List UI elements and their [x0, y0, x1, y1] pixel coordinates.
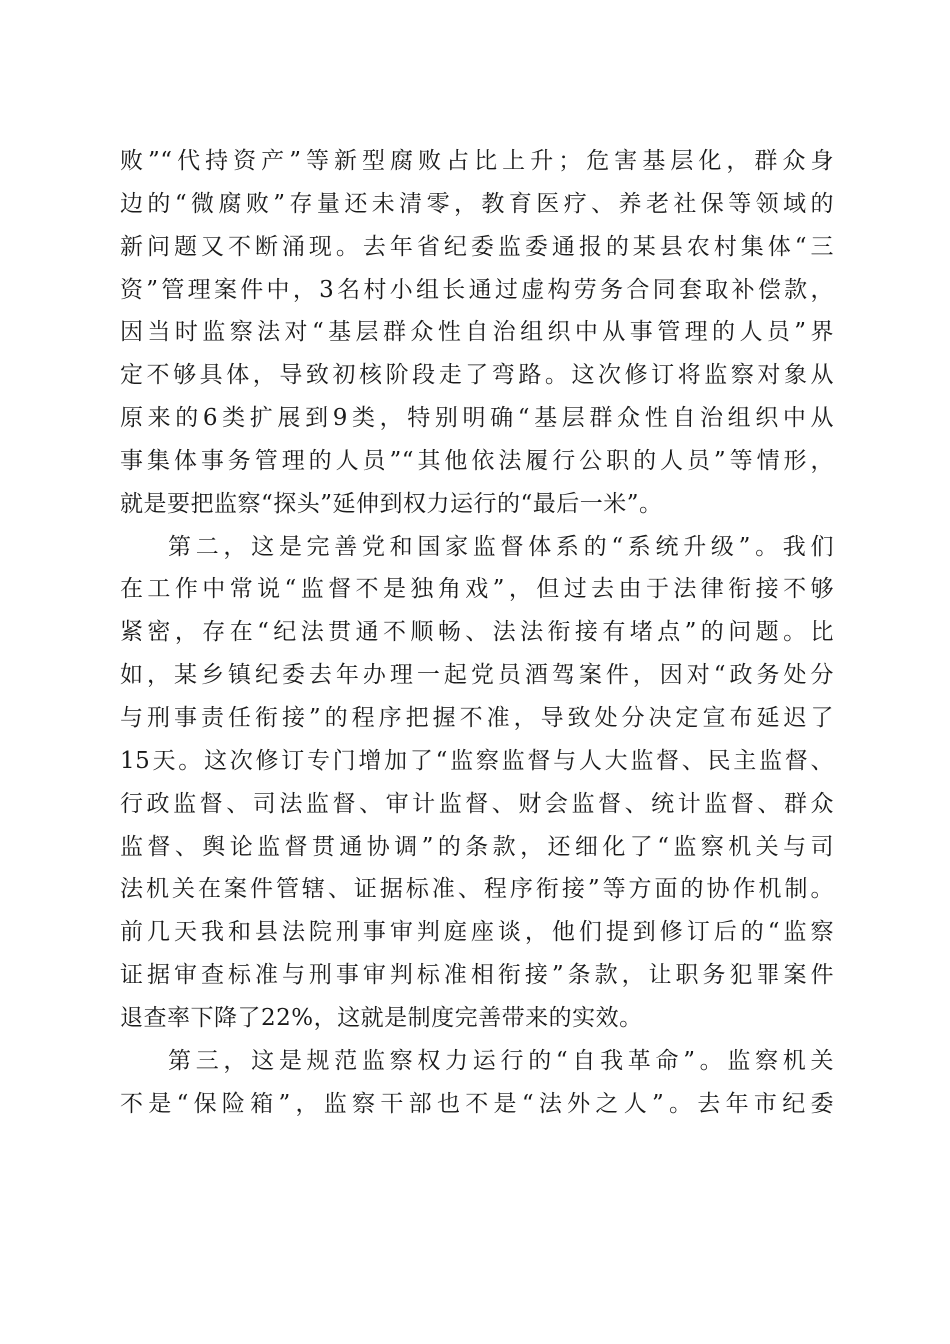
text-line: 定不够具体，导致初核阶段走了弯路。这次修订将监察对象从 [120, 362, 834, 389]
text-line: 如，某乡镇纪委去年办理一起党员酒驾案件，因对“政务处分 [120, 662, 834, 689]
text-line: 法机关在案件管辖、证据标准、程序衔接”等方面的协作机制。 [120, 876, 834, 903]
text-line: 边的“微腐败”存量还未清零，教育医疗、养老社保等领域的 [120, 190, 834, 217]
text-line: 与刑事责任衔接”的程序把握不准，导致处分决定宣布延迟了 [120, 704, 834, 731]
text-line: 在工作中常说“监督不是独角戏”，但过去由于法律衔接不够 [120, 576, 834, 603]
text-line: 就是要把监察“探头”延伸到权力运行的“最后一米”。 [120, 490, 663, 517]
text-line: 事集体事务管理的人员”“其他依法履行公职的人员”等情形， [120, 447, 834, 474]
body-text [120, 140, 834, 1125]
text-line: 败”“代持资产”等新型腐败占比上升；危害基层化，群众身 [120, 148, 834, 174]
text-line: 证据审查标准与刑事审判标准相衔接”条款，让职务犯罪案件 [120, 962, 834, 989]
text-line: 监督、舆论监督贯通协调”的条款，还细化了“监察机关与司 [120, 833, 834, 860]
text-line: 退查率下降了22%，这就是制度完善带来的实效。 [120, 1004, 643, 1031]
text-line: 前几天我和县法院刑事审判庭座谈，他们提到修订后的“监察 [120, 919, 834, 946]
text-line: 原来的6类扩展到9类，特别明确“基层群众性自治组织中从 [120, 405, 834, 432]
paragraph-start-line: 第三，这是规范监察权力运行的“自我革命”。监察机关 [168, 1047, 834, 1074]
text-line: 资”管理案件中，3名村小组长通过虚构劳务合同套取补偿款， [120, 276, 834, 303]
text-line: 紧密，存在“纪法贯通不顺畅、法法衔接有堵点”的问题。比 [120, 619, 834, 646]
text-line: 15天。这次修订专门增加了“监察监督与人大监督、民主监督、 [120, 747, 834, 774]
paragraph-start-line: 第二，这是完善党和国家监督体系的“系统升级”。我们 [168, 533, 834, 560]
text-line: 新问题又不断涌现。去年省纪委监委通报的某县农村集体“三 [120, 233, 834, 260]
text-line: 不是“保险箱”，监察干部也不是“法外之人”。去年市纪委 [120, 1090, 834, 1117]
text-line: 因当时监察法对“基层群众性自治组织中从事管理的人员”界 [120, 319, 834, 346]
text-line: 行政监督、司法监督、审计监督、财会监督、统计监督、群众 [120, 790, 834, 817]
